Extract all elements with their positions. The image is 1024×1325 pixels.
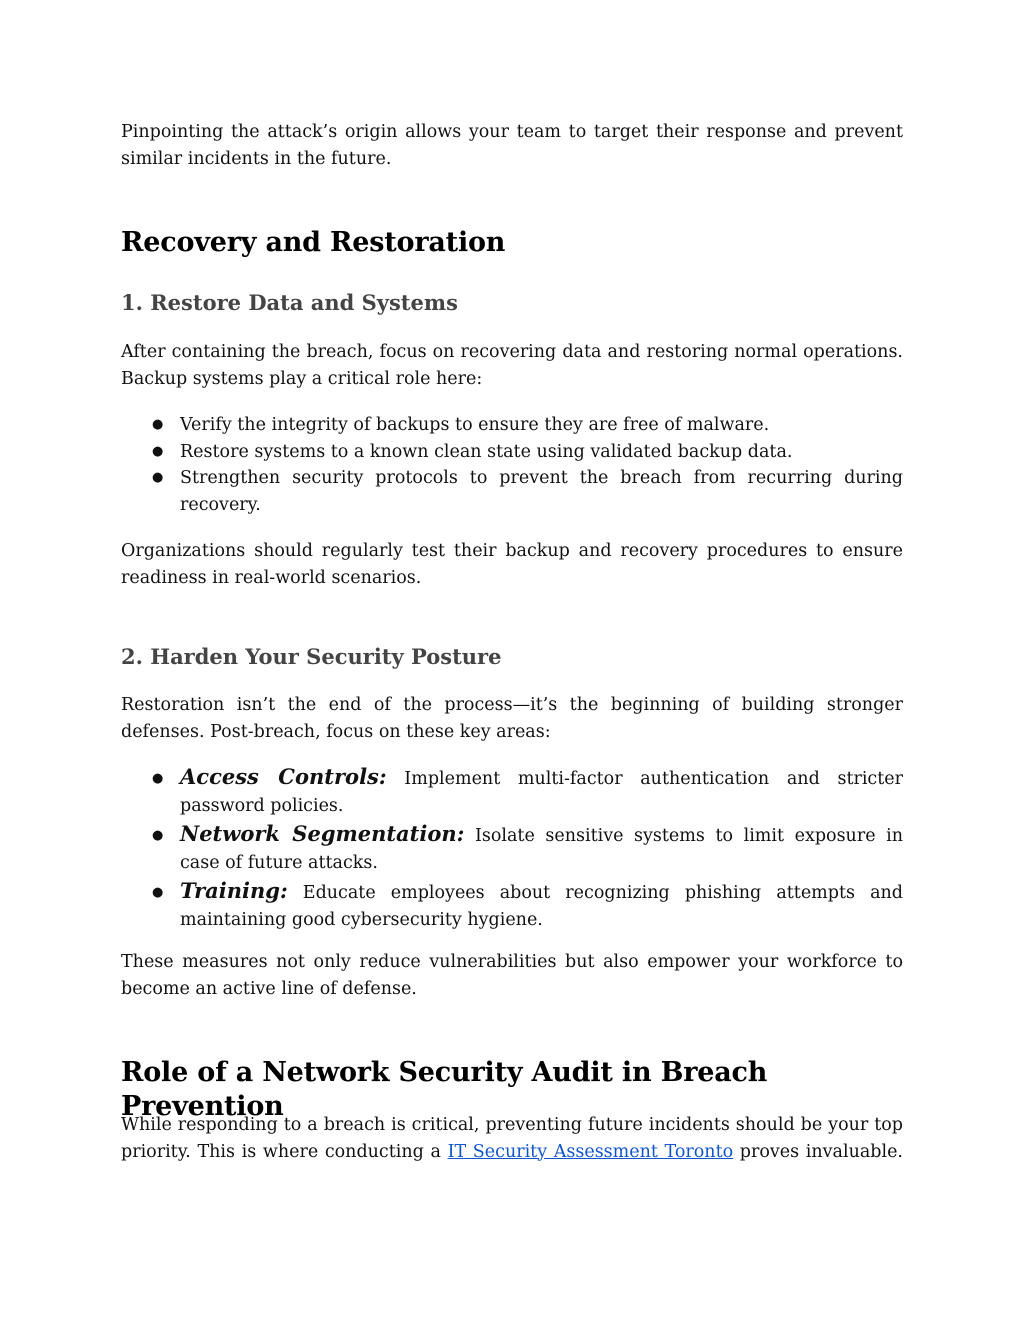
list-item xyxy=(121,439,903,466)
restore-data-heading: 1. Restore Data and Systems xyxy=(121,290,458,315)
restore-bullet-list xyxy=(121,412,903,518)
audit-heading: Role of a Network Security Audit in Breach Prevention xyxy=(121,1057,768,1122)
bullet-icon: ● xyxy=(152,417,164,432)
harden-intro-paragraph: Restoration isn’t the end of the process—it’s the beginning of building stronger defenses. Post-breach, focus on these key areas: xyxy=(121,695,903,742)
list-item xyxy=(121,878,903,933)
list-item-text: Verify the integrity of backups to ensure they are free of malware. xyxy=(180,415,770,435)
audit-paragraph-tail: proves invaluable. xyxy=(733,1141,903,1162)
bullet-icon: ● xyxy=(152,443,164,459)
list-item xyxy=(121,465,903,518)
harden-security-heading: 2. Harden Your Security Posture xyxy=(121,644,502,669)
harden-outro-paragraph: These measures not only reduce vulnerabilities but also empower your workforce to become an active line of defense. xyxy=(121,952,903,999)
bullet-icon: ● xyxy=(152,885,164,900)
harden-bullet-list xyxy=(121,764,903,933)
list-item-text: Isolate sensitive systems to limit exposure in case of future attacks. xyxy=(180,826,904,873)
recovery-heading: Recovery and Restoration xyxy=(121,227,506,258)
list-item-term: Training: xyxy=(180,878,288,903)
bullet-icon: ● xyxy=(152,470,164,485)
restore-intro-paragraph: After containing the breach, focus on recovering data and restoring normal operations. Backup systems play a critical role here: xyxy=(121,342,903,389)
it-security-assessment-link[interactable]: IT Security Assessment Toronto xyxy=(447,1141,734,1162)
list-item xyxy=(121,821,903,876)
audit-paragraph-text: While responding to a breach is critical, preventing future incidents should be your top priority. This is where conducting a xyxy=(121,1115,903,1162)
list-item-text: Educate employees about recognizing phishing attempts and maintaining good cybersecurity hygiene. xyxy=(180,883,903,930)
list-item-term: Access Controls: xyxy=(180,764,387,789)
intro-paragraph: Pinpointing the attack’s origin allows your team to target their response and prevent similar incidents in the future. xyxy=(121,122,903,169)
bullet-icon: ● xyxy=(152,828,164,843)
restore-outro-paragraph: Organizations should regularly test their backup and recovery procedures to ensure readiness in real-world scenarios. xyxy=(121,541,903,588)
list-item-text: Strengthen security protocols to prevent the breach from recurring during recovery. xyxy=(180,468,903,515)
list-item xyxy=(121,412,903,439)
audit-paragraph xyxy=(121,1112,903,1165)
list-item-term: Network Segmentation: xyxy=(180,821,465,846)
list-item xyxy=(121,764,903,819)
bullet-icon: ● xyxy=(152,771,164,786)
list-item-text: Restore systems to a known clean state using validated backup data. xyxy=(180,441,793,462)
list-item-text: Implement multi-factor authentication and stricter password policies. xyxy=(180,769,903,816)
